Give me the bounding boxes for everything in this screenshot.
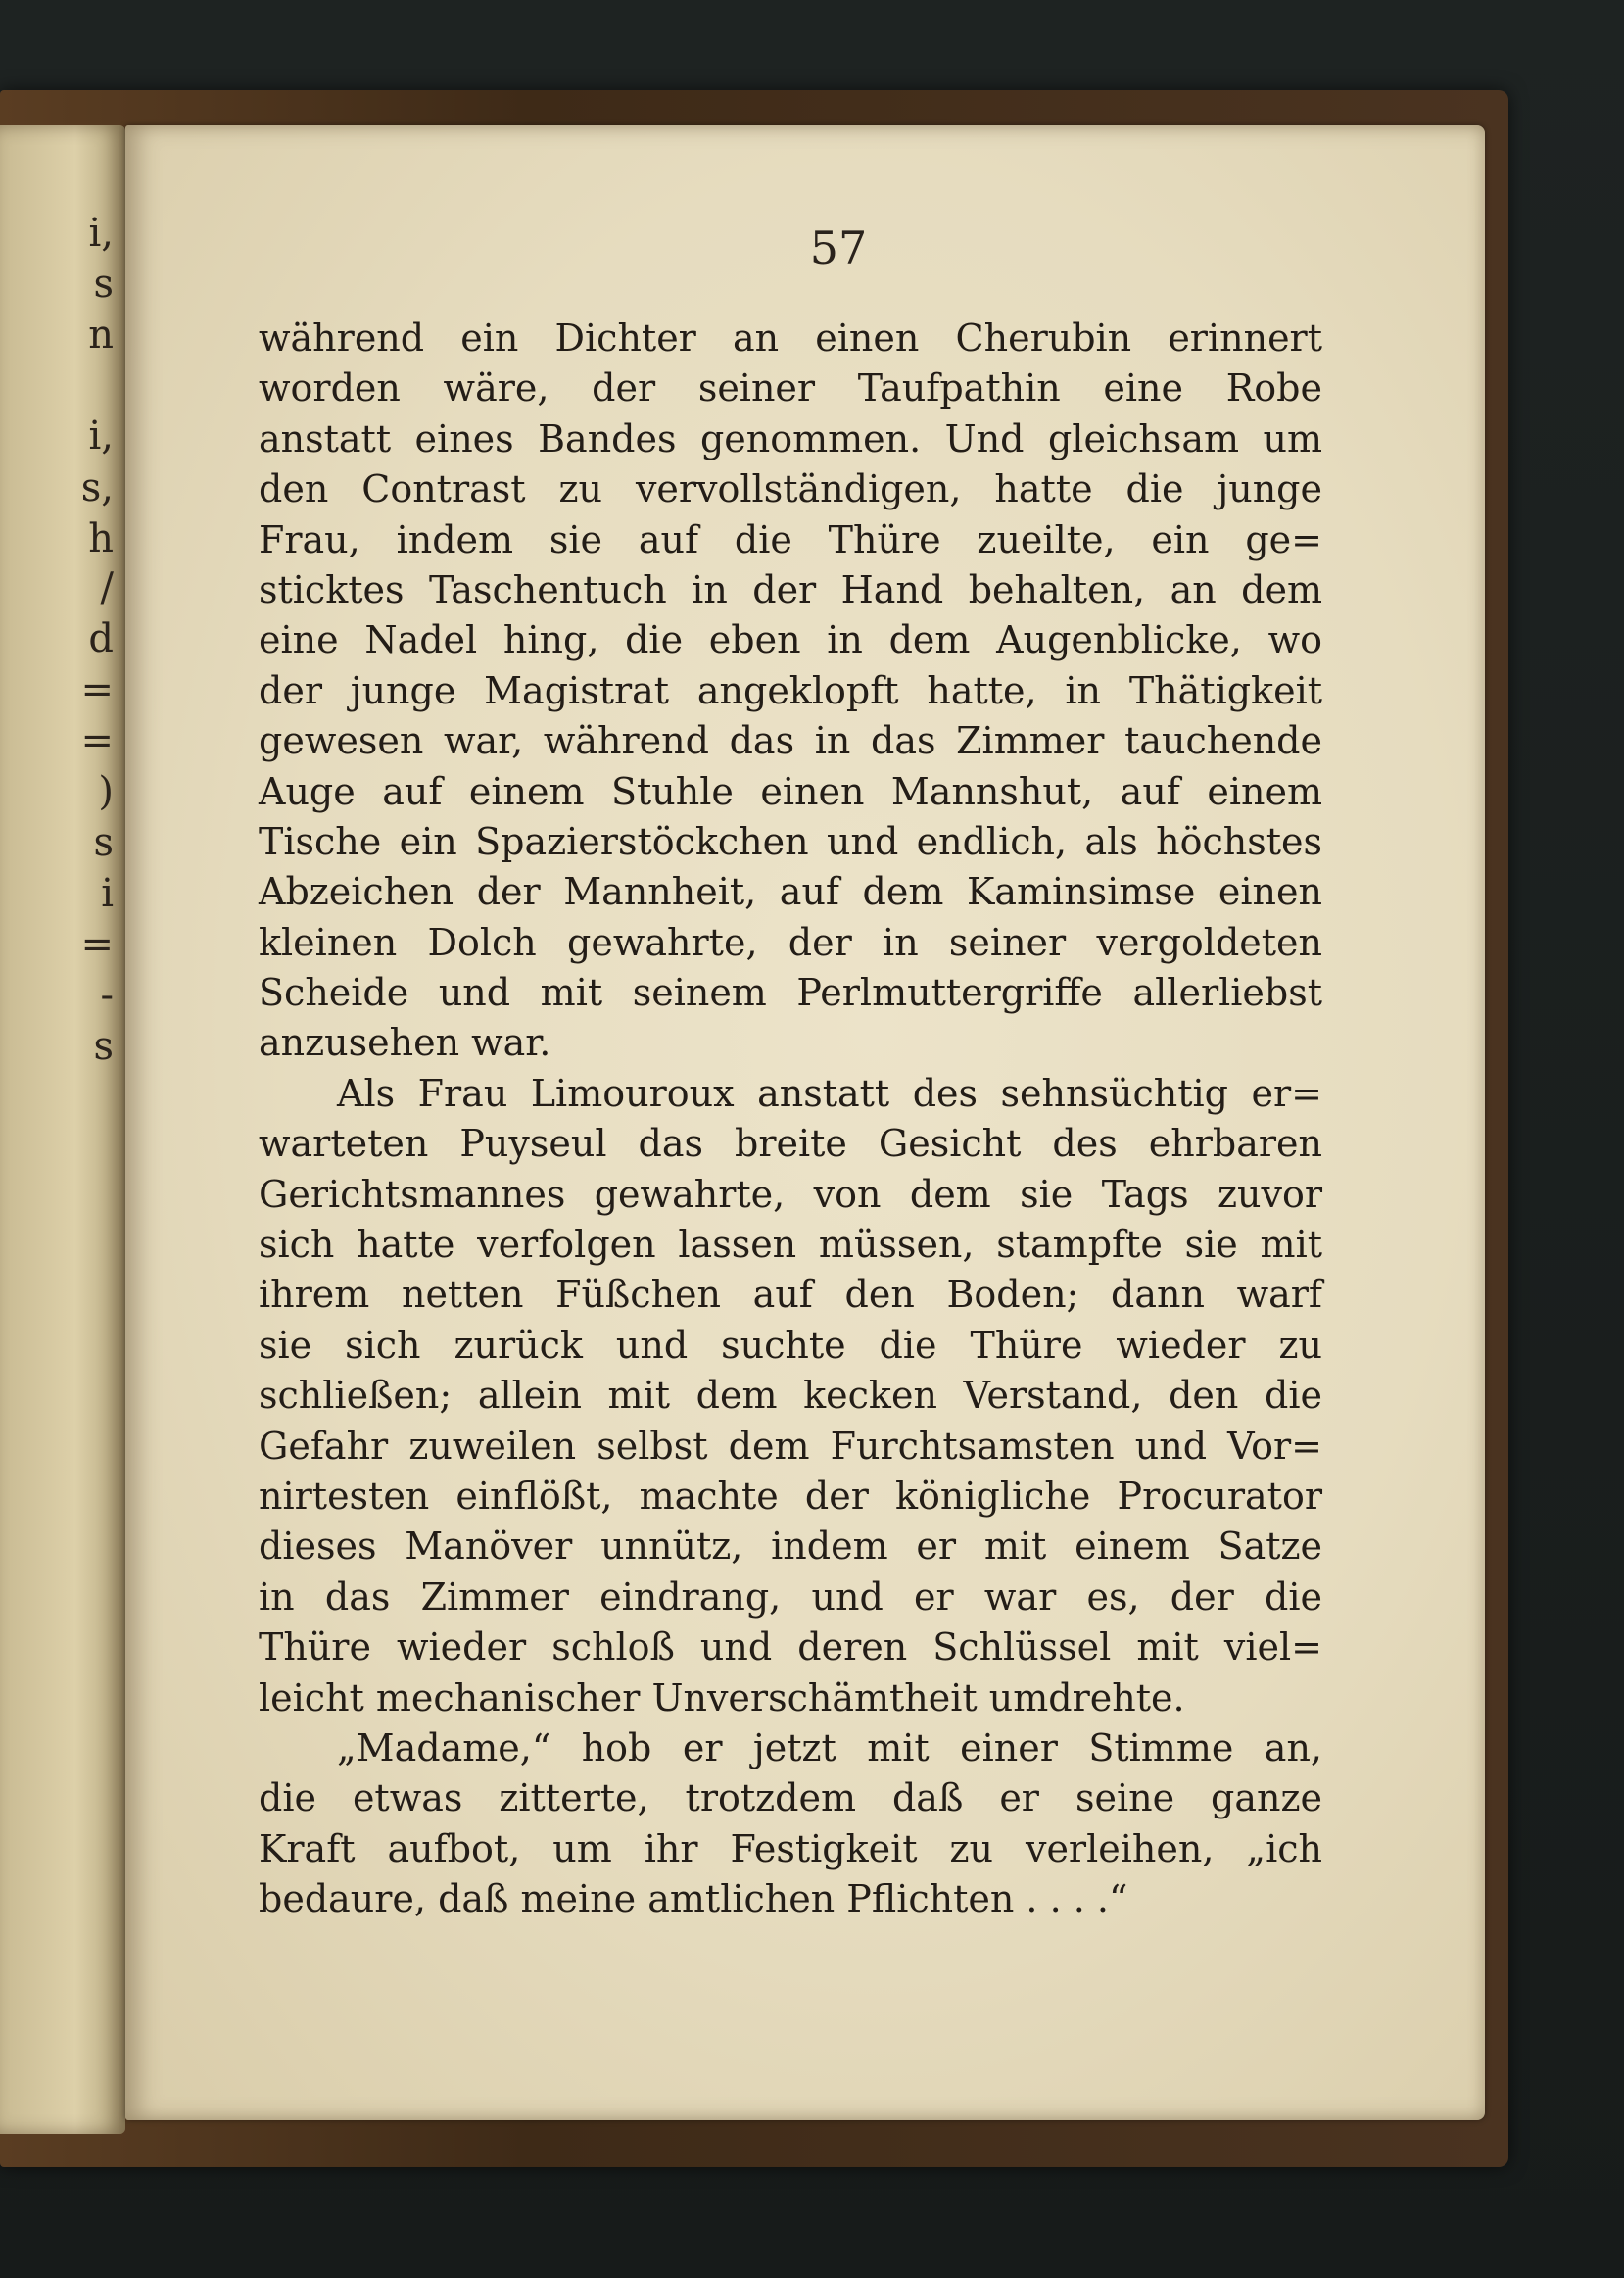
left-page-fragment: = — [80, 922, 114, 967]
text-line: dieses Manöver unnütz, indem er mit einem Satze — [259, 1525, 1322, 1569]
left-page-fragment: = — [80, 718, 114, 763]
book-page — [125, 125, 1485, 2120]
text-line: Abzeichen der Mannheit, auf dem Kaminsimse einen — [259, 870, 1322, 914]
left-page-fragment: s — [93, 262, 114, 307]
text-line: anzusehen war. — [259, 1021, 551, 1065]
text-line: Frau, indem sie auf die Thüre zueilte, ein ge= — [259, 517, 1322, 561]
text-line: sticktes Taschentuch in der Hand behalten, an dem — [259, 567, 1322, 611]
page-number: 57 — [809, 221, 868, 274]
left-page-fragment: / — [100, 565, 114, 610]
text-line: Kraft aufbot, um ihr Festigkeit zu verleihen, „ich — [259, 1826, 1322, 1870]
left-page-fragment: s, — [80, 465, 114, 510]
left-page-fragment: i, — [88, 413, 114, 459]
text-line: warteten Puyseul das breite Gesicht des ehrbaren — [259, 1122, 1322, 1166]
text-line: der junge Magistrat angeklopft hatte, in Thätigkeit — [259, 668, 1322, 712]
text-line: nirtesten einflößt, machte der königliche Procurator — [259, 1474, 1322, 1518]
text-line: in das Zimmer eindrang, und er war es, der die — [259, 1575, 1322, 1619]
text-line: die etwas zitterte, trotzdem daß er seine ganze — [259, 1776, 1322, 1820]
left-page-fragment: s — [93, 1024, 114, 1069]
text-line: Auge auf einem Stuhle einen Mannshut, auf einem — [259, 769, 1322, 813]
text-line: Gerichtsmannes gewahrte, von dem sie Tags zuvor — [259, 1172, 1322, 1216]
text-line: den Contrast zu vervollständigen, hatte die junge — [259, 467, 1322, 511]
left-page-fragment: n — [88, 313, 114, 358]
text-line: Als Frau Limouroux anstatt des sehnsüchtig er= — [337, 1071, 1322, 1115]
text-line: Gefahr zuweilen selbst dem Furchtsamsten und Vor= — [259, 1424, 1322, 1468]
left-page-fragment: ) — [98, 769, 114, 814]
text-line: eine Nadel hing, die eben in dem Augenblicke, wo — [259, 618, 1322, 662]
left-page-fragment: i — [101, 871, 114, 916]
text-line: anstatt eines Bandes genommen. Und gleichsam um — [259, 416, 1322, 460]
text-line: worden wäre, der seiner Taufpathin eine Robe — [259, 366, 1322, 411]
left-page-fragment: s — [93, 820, 114, 865]
text-line: gewesen war, während das in das Zimmer tauchende — [259, 719, 1322, 763]
left-page-edge — [0, 125, 125, 2134]
left-page-fragment: d — [88, 616, 114, 661]
page-text — [259, 314, 1322, 1925]
text-line: ihrem netten Füßchen auf den Boden; dann warf — [259, 1273, 1322, 1317]
text-line: kleinen Dolch gewahrte, der in seiner vergoldeten — [259, 920, 1322, 964]
text-line: schließen; allein mit dem kecken Verstand, den die — [259, 1374, 1322, 1418]
text-line: während ein Dichter an einen Cherubin erinnert — [259, 316, 1322, 360]
left-page-fragment: = — [80, 667, 114, 712]
text-line: sie sich zurück und suchte die Thüre wieder zu — [259, 1323, 1322, 1367]
text-line: leicht mechanischer Unverschämtheit umdrehte. — [259, 1675, 1185, 1720]
text-line: Tische ein Spazierstöckchen und endlich, als höchstes — [259, 819, 1322, 863]
left-page-fragment: - — [100, 973, 114, 1018]
left-page-fragment: h — [88, 516, 114, 561]
text-line: sich hatte verfolgen lassen müssen, stampfte sie mit — [259, 1223, 1322, 1267]
text-line: „Madame,“ hob er jetzt mit einer Stimme an, — [337, 1725, 1322, 1769]
text-line: Scheide und mit seinem Perlmuttergriffe allerliebst — [259, 971, 1322, 1015]
text-line: Thüre wieder schloß und deren Schlüssel mit viel= — [259, 1625, 1322, 1670]
left-page-fragment: i, — [88, 211, 114, 256]
text-line: bedaure, daß meine amtlichen Pflichten . . . .“ — [259, 1877, 1128, 1921]
